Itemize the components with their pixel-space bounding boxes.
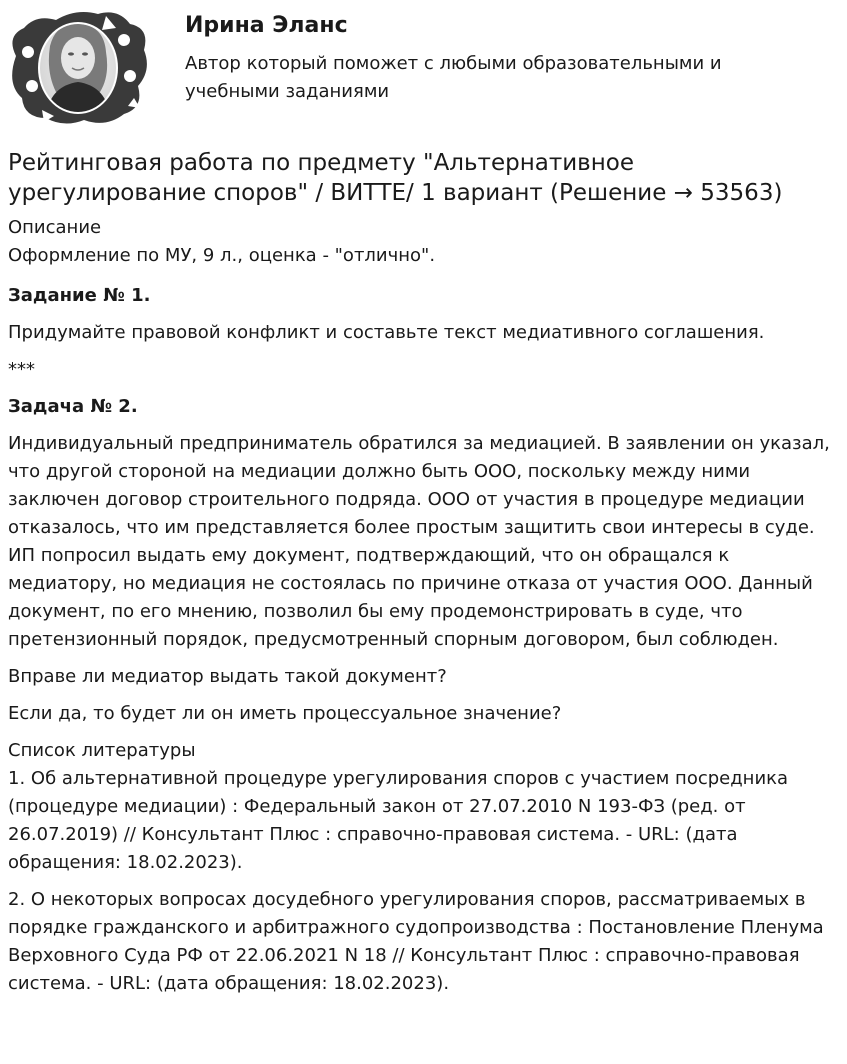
task2-text: Индивидуальный предприниматель обратился за медиацией. В заявлении он указал, что другой стороной на медиации должно быть ООО, поскольку между ними заключен договор строительного подряда. ООО от участия в процедуре медиации отказалось, что им представляется более простым защитить свои интересы в суде. ИП попросил выдать ему документ, подтверждающий, что он обращался к медиатору, но медиация не состоялась по причине отказа от участия ООО. Данный документ, по его мнению, позволил бы ему продемонстрировать в суде, что претензионный порядок, предусмотренный спорным договором, был соблюден. (8, 433, 830, 650)
question-1: Вправе ли медиатор выдать такой документ? (8, 666, 447, 687)
literature-item: 1. Об альтернативной процедуре урегулирования споров с участием посредника (процедуре медиации) : Федеральный закон от 27.07.2010 N 193-ФЗ (ред. от 26.07.2019) // Консультант Плюс : справочно-правовая система. - URL: (дата обращения: 18.02.2023). (8, 768, 789, 873)
question-2: Если да, то будет ли он иметь процессуальное значение? (8, 703, 562, 724)
task2-title: Задача № 2. (8, 396, 138, 417)
author-description: Автор который поможет с любыми образовательными и учебными заданиями (185, 53, 722, 102)
document-content (8, 148, 838, 1007)
description-label: Описание (8, 217, 102, 238)
literature-item: 2. О некоторых вопросах досудебного урегулирования споров, рассматриваемых в порядке гражданского и арбитражного судопроизводства : Постановление Пленума Верховного Суда РФ от 22.06.2021 N 18 // Консультант Плюс : справочно-правовая система. - URL: (дата обращения: 18.02.2023). (8, 889, 824, 994)
author-header (0, 0, 847, 130)
document-title: Рейтинговая работа по предмету "Альтернативное урегулирование споров" / ВИТТЕ/ 1 вариант (Решение → 53563) (8, 150, 783, 206)
separator: *** (8, 359, 35, 380)
task1-title: Задание № 1. (8, 285, 151, 306)
task1-text: Придумайте правовой конфликт и составьте текст медиативного соглашения. (8, 322, 765, 343)
author-avatar[interactable] (6, 6, 152, 126)
avatar-frame-icon (6, 6, 152, 126)
literature-label: Список литературы (8, 740, 196, 761)
description-text: Оформление по МУ, 9 л., оценка - "отлично". (8, 245, 436, 266)
author-name[interactable]: Ирина Эланс (185, 13, 348, 38)
